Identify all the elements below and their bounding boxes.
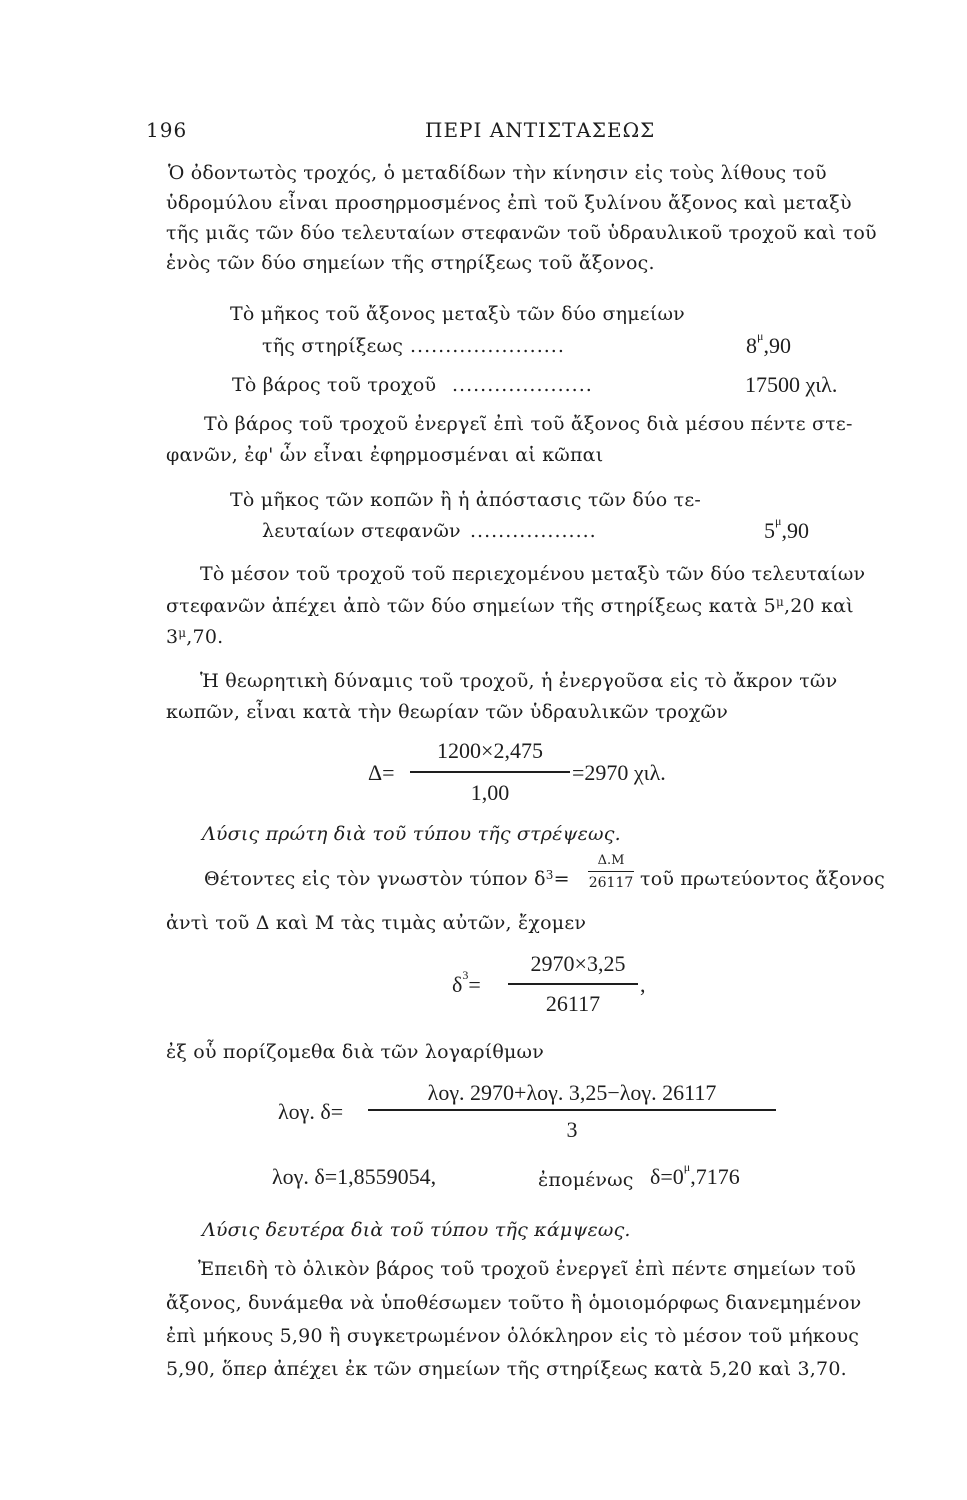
item3-line1: Τὸ μῆκος τῶν κοπῶν ἢ ἡ ἀπόστασις τῶν δύο τε- — [230, 489, 702, 511]
para7-line4: 5,90, ὅπερ ἀπέχει ἐκ τῶν σημείων τῆς στηρίξεως κατὰ 5,20 καὶ 3,70. — [166, 1358, 847, 1380]
para5-after: τοῦ πρωτεύοντος ἄξονος — [640, 868, 885, 890]
para7-line2: ἄξονος, δυνάμεθα νὰ ὑποθέσωμεν τοῦτο ἢ ὁμοιομόρφως διανεμημένον — [166, 1292, 862, 1314]
formula2-denominator: 26117 — [545, 991, 601, 1016]
page-number: 196 — [146, 118, 188, 142]
para1-line3: τῆς μιᾶς τῶν δύο τελευταίων στεφανῶν τοῦ ὑδραυλικοῦ τροχοῦ καὶ τοῦ — [166, 222, 877, 244]
item2-label: Τὸ βάρος τοῦ τροχοῦ — [232, 374, 437, 396]
para1-line1: Ὁ ὀδοντωτὸς τροχός, ὁ μεταδίδων τὴν κίνησιν εἰς τοὺς λίθους τοῦ — [168, 162, 827, 184]
para1-line2: ὑδρομύλου εἶναι προσηρμοσμένος ἐπὶ τοῦ ξυλίνου ἄξονος καὶ μεταξὺ — [166, 192, 852, 214]
para2-line2: φανῶν, ἐφ' ὧν εἶναι ἐφηρμοσμέναι αἱ κῶπαι — [166, 444, 604, 466]
item3-value: $5^\mu,90$ — [764, 514, 809, 543]
para7-line1: Ἐπειδὴ τὸ ὁλικὸν βάρος τοῦ τροχοῦ ἐνεργεῖ ἐπὶ πέντε σημείων τοῦ — [198, 1258, 857, 1280]
item3-dots: .................. — [470, 520, 597, 542]
para5-frac-num: Δ.Μ — [597, 853, 625, 868]
formula1-fraction-bar — [410, 771, 570, 773]
item2-dots: .................... — [452, 374, 593, 396]
formula2-numerator: 2970×3,25 — [530, 951, 626, 976]
para5-line2: ἀντὶ τοῦ Δ καὶ Μ τὰς τιμὰς αὐτῶν, ἔχομεν — [166, 912, 587, 934]
para3-line1: Τὸ μέσον τοῦ τροχοῦ τοῦ περιεχομένου μεταξὺ τῶν δύο τελευταίων — [200, 563, 866, 585]
item1-line2: τῆς στηρίξεως — [262, 335, 404, 357]
formula3-fraction-bar — [368, 1109, 776, 1111]
formula2-lhs: $\delta^3=$ — [452, 968, 481, 997]
item3-line2: λευταίων στεφανῶν — [262, 520, 461, 542]
running-title: ΠΕΡΙ ΑΝΤΙΣΤΑΣΕΩΣ — [425, 118, 656, 142]
item1-dots: ...................... — [410, 335, 565, 357]
item1-value: $8^\mu,90$ — [746, 329, 791, 358]
formula2-fraction-bar — [508, 983, 638, 985]
para3-line3: $3^\mu,70$. — [166, 626, 224, 648]
para4-line2: κωπῶν, εἶναι κατὰ τὴν θεωρίαν τῶν ὑδραυλικῶν τροχῶν — [166, 701, 728, 723]
item2-value: 17500 χιλ. — [745, 372, 838, 397]
heading-first-solution: Λύσις πρώτη διὰ τοῦ τύπου τῆς στρέψεως. — [202, 823, 621, 845]
para6: ἐξ οὗ πορίζομεθα διὰ τῶν λογαρίθμων — [166, 1041, 544, 1063]
para1-line4: ἑνὸς τῶν δύο σημείων τῆς στηρίξεως τοῦ ἄξονος. — [166, 252, 655, 274]
formula3-numerator: λογ. 2970+λογ. 3,25−λογ. 26117 — [427, 1080, 717, 1105]
formula1-rhs: =2970 χιλ. — [572, 760, 666, 785]
para5-frac-bar — [588, 871, 634, 872]
formula3-lhs: λογ. δ= — [278, 1099, 344, 1124]
heading-second-solution: Λύσις δευτέρα διὰ τοῦ τύπου τῆς κάμψεως. — [202, 1219, 631, 1241]
para5-frac-den: 26117 — [588, 875, 634, 891]
formula4-result: $\delta=0^\mu,7176$ — [650, 1160, 740, 1189]
formula2-comma: , — [640, 972, 646, 997]
item1-line1: Τὸ μῆκος τοῦ ἄξονος μεταξὺ τῶν δύο σημείων — [230, 303, 685, 325]
para3-line2: στεφανῶν ἀπέχει ἀπὸ τῶν δύο σημείων τῆς στηρίξεως κατὰ $5^\mu,20$ καὶ — [166, 595, 854, 617]
para7-line3: ἐπὶ μήκους 5,90 ἢ συγκετρωμένον ὁλόκληρον εἰς τὸ μέσον τοῦ μήκους — [166, 1325, 860, 1347]
para4-line1: Ἡ θεωρητικὴ δύναμις τοῦ τροχοῦ, ἡ ἐνεργοῦσα εἰς τὸ ἄκρον τῶν — [200, 670, 838, 692]
para2-line1: Τὸ βάρος τοῦ τροχοῦ ἐνεργεῖ ἐπὶ τοῦ ἄξονος διὰ μέσου πέντε στε- — [204, 413, 853, 435]
formula4-therefore: ἐπομένως — [538, 1169, 634, 1191]
formula1-numerator: 1200×2,475 — [437, 738, 543, 763]
formula4-log: λογ. δ=1,8559054, — [272, 1164, 437, 1189]
para5-before: Θέτοντες εἰς τὸν γνωστὸν τύπον $\delta^3=$ — [204, 868, 570, 890]
formula3-denominator: 3 — [566, 1117, 578, 1142]
formula1-lhs: Δ= — [368, 760, 395, 785]
formula1-denominator: 1,00 — [470, 780, 510, 805]
